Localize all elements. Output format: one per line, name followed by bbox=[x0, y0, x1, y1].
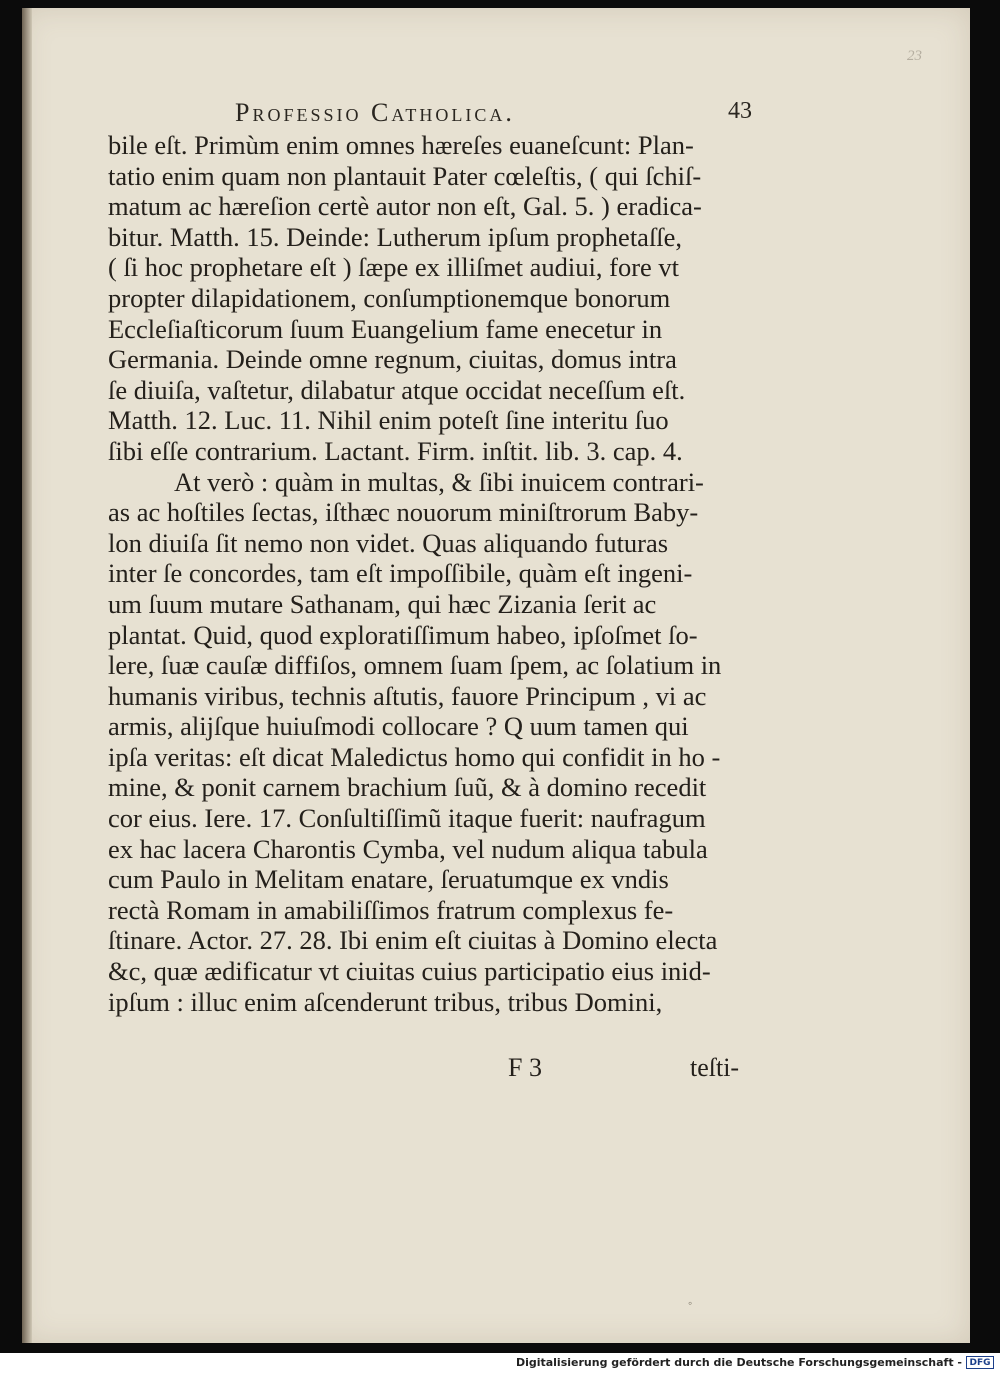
text-line: &c, quæ ædificatur vt ciuitas cuius participatio eius inid- bbox=[108, 956, 711, 987]
text-line: inter ſe concordes, tam eſt impoſſibile, quàm eſt ingeni- bbox=[108, 558, 693, 589]
text-line: um ſuum mutare Sathanam, qui hæc Zizania ſerit ac bbox=[108, 588, 657, 619]
text-line: matum ac hæreſion certè autor non eſt, Gal. 5. ) eradica- bbox=[108, 191, 702, 222]
paragraph-first-line: At verò : quàm in multas, & ſibi inuicem contrari- bbox=[174, 466, 704, 497]
running-head: Professio Catholica. bbox=[235, 98, 515, 127]
text-line: armis, alijſque huiuſmodi collocare ? Q uum tamen qui bbox=[108, 711, 689, 742]
page-binding-edge bbox=[22, 8, 32, 1343]
dfg-logo-icon: DFG bbox=[966, 1356, 994, 1369]
text-line: propter dilapidationem, conſumptionemque bonorum bbox=[108, 282, 671, 313]
text-line: rectà Romam in amabiliſſimos fratrum complexus fe- bbox=[108, 894, 674, 925]
text-line: ex hac lacera Charontis Cymba, vel nudum aliqua tabula bbox=[108, 833, 708, 864]
page-number: 43 bbox=[728, 98, 752, 124]
signature-mark: F 3 bbox=[508, 1053, 542, 1082]
text-line: as ac hoſtiles ſectas, iſthæc nouorum miniſtrorum Baby- bbox=[108, 497, 699, 528]
pencil-folio-mark: 23 bbox=[907, 48, 922, 64]
text-line: ipſum : illuc enim aſcenderunt tribus, tribus Domini, bbox=[108, 986, 663, 1017]
body-text bbox=[108, 130, 756, 1017]
text-line: Matth. 12. Luc. 11. Nihil enim poteſt ſine interitu ſuo bbox=[108, 405, 669, 436]
text-line: lon diuiſa ſit nemo non videt. Quas aliquando futuras bbox=[108, 527, 669, 558]
ink-dot: ◦ bbox=[688, 1296, 693, 1310]
text-line: lere, ſuæ cauſæ diffiſos, omnem ſuam ſpem, ac ſolatium in bbox=[108, 650, 722, 681]
text-line: plantat. Quid, quod exploratiſſimum habeo, ipſoſmet ſo- bbox=[108, 619, 698, 650]
text-line: Germania. Deinde omne regnum, ciuitas, domus intra bbox=[108, 344, 677, 375]
text-line: ipſa veritas: eſt dicat Maledictus homo qui confidit in ho - bbox=[108, 741, 721, 772]
text-line: ſibi eſſe contrarium. Lactant. Firm. inſtit. lib. 3. cap. 4. bbox=[108, 435, 683, 466]
funding-notice: Digitalisierung gefördert durch die Deutsche Forschungsgemeinschaft - bbox=[515, 1356, 962, 1369]
text-line: bitur. Matth. 15. Deinde: Lutherum ipſum prophetaſſe, bbox=[108, 221, 683, 252]
text-line: cor eius. Iere. 17. Conſultiſſimũ itaque fuerit: naufragum bbox=[108, 803, 706, 834]
text-line: ( ſi hoc prophetare eſt ) ſæpe ex illiſmet audiui, fore vt bbox=[108, 252, 680, 283]
text-line: ſe diuiſa, vaſtetur, dilabatur atque occidat neceſſum eſt. bbox=[108, 374, 686, 405]
text-line: bile eſt. Primùm enim omnes hæreſes euaneſcunt: Plan- bbox=[108, 130, 694, 160]
footer-bar bbox=[0, 1353, 1000, 1373]
text-line: humanis viribus, technis aſtutis, fauore Principum , vi ac bbox=[108, 680, 707, 711]
text-line: Eccleſiaſticorum ſuum Euangelium fame enecetur in bbox=[108, 313, 663, 344]
text-line: ſtinare. Actor. 27. 28. Ibi enim eſt ciuitas à Domino electa bbox=[108, 925, 718, 956]
text-line: mine, & ponit carnem brachium ſuũ, & à domino recedit bbox=[108, 772, 707, 803]
text-line: cum Paulo in Melitam enatare, ſeruatumque ex vndis bbox=[108, 864, 669, 895]
text-line: tatio enim quam non plantauit Pater cœleſtis, ( qui ſchiſ- bbox=[108, 160, 702, 191]
catchword: teſti- bbox=[690, 1053, 740, 1082]
